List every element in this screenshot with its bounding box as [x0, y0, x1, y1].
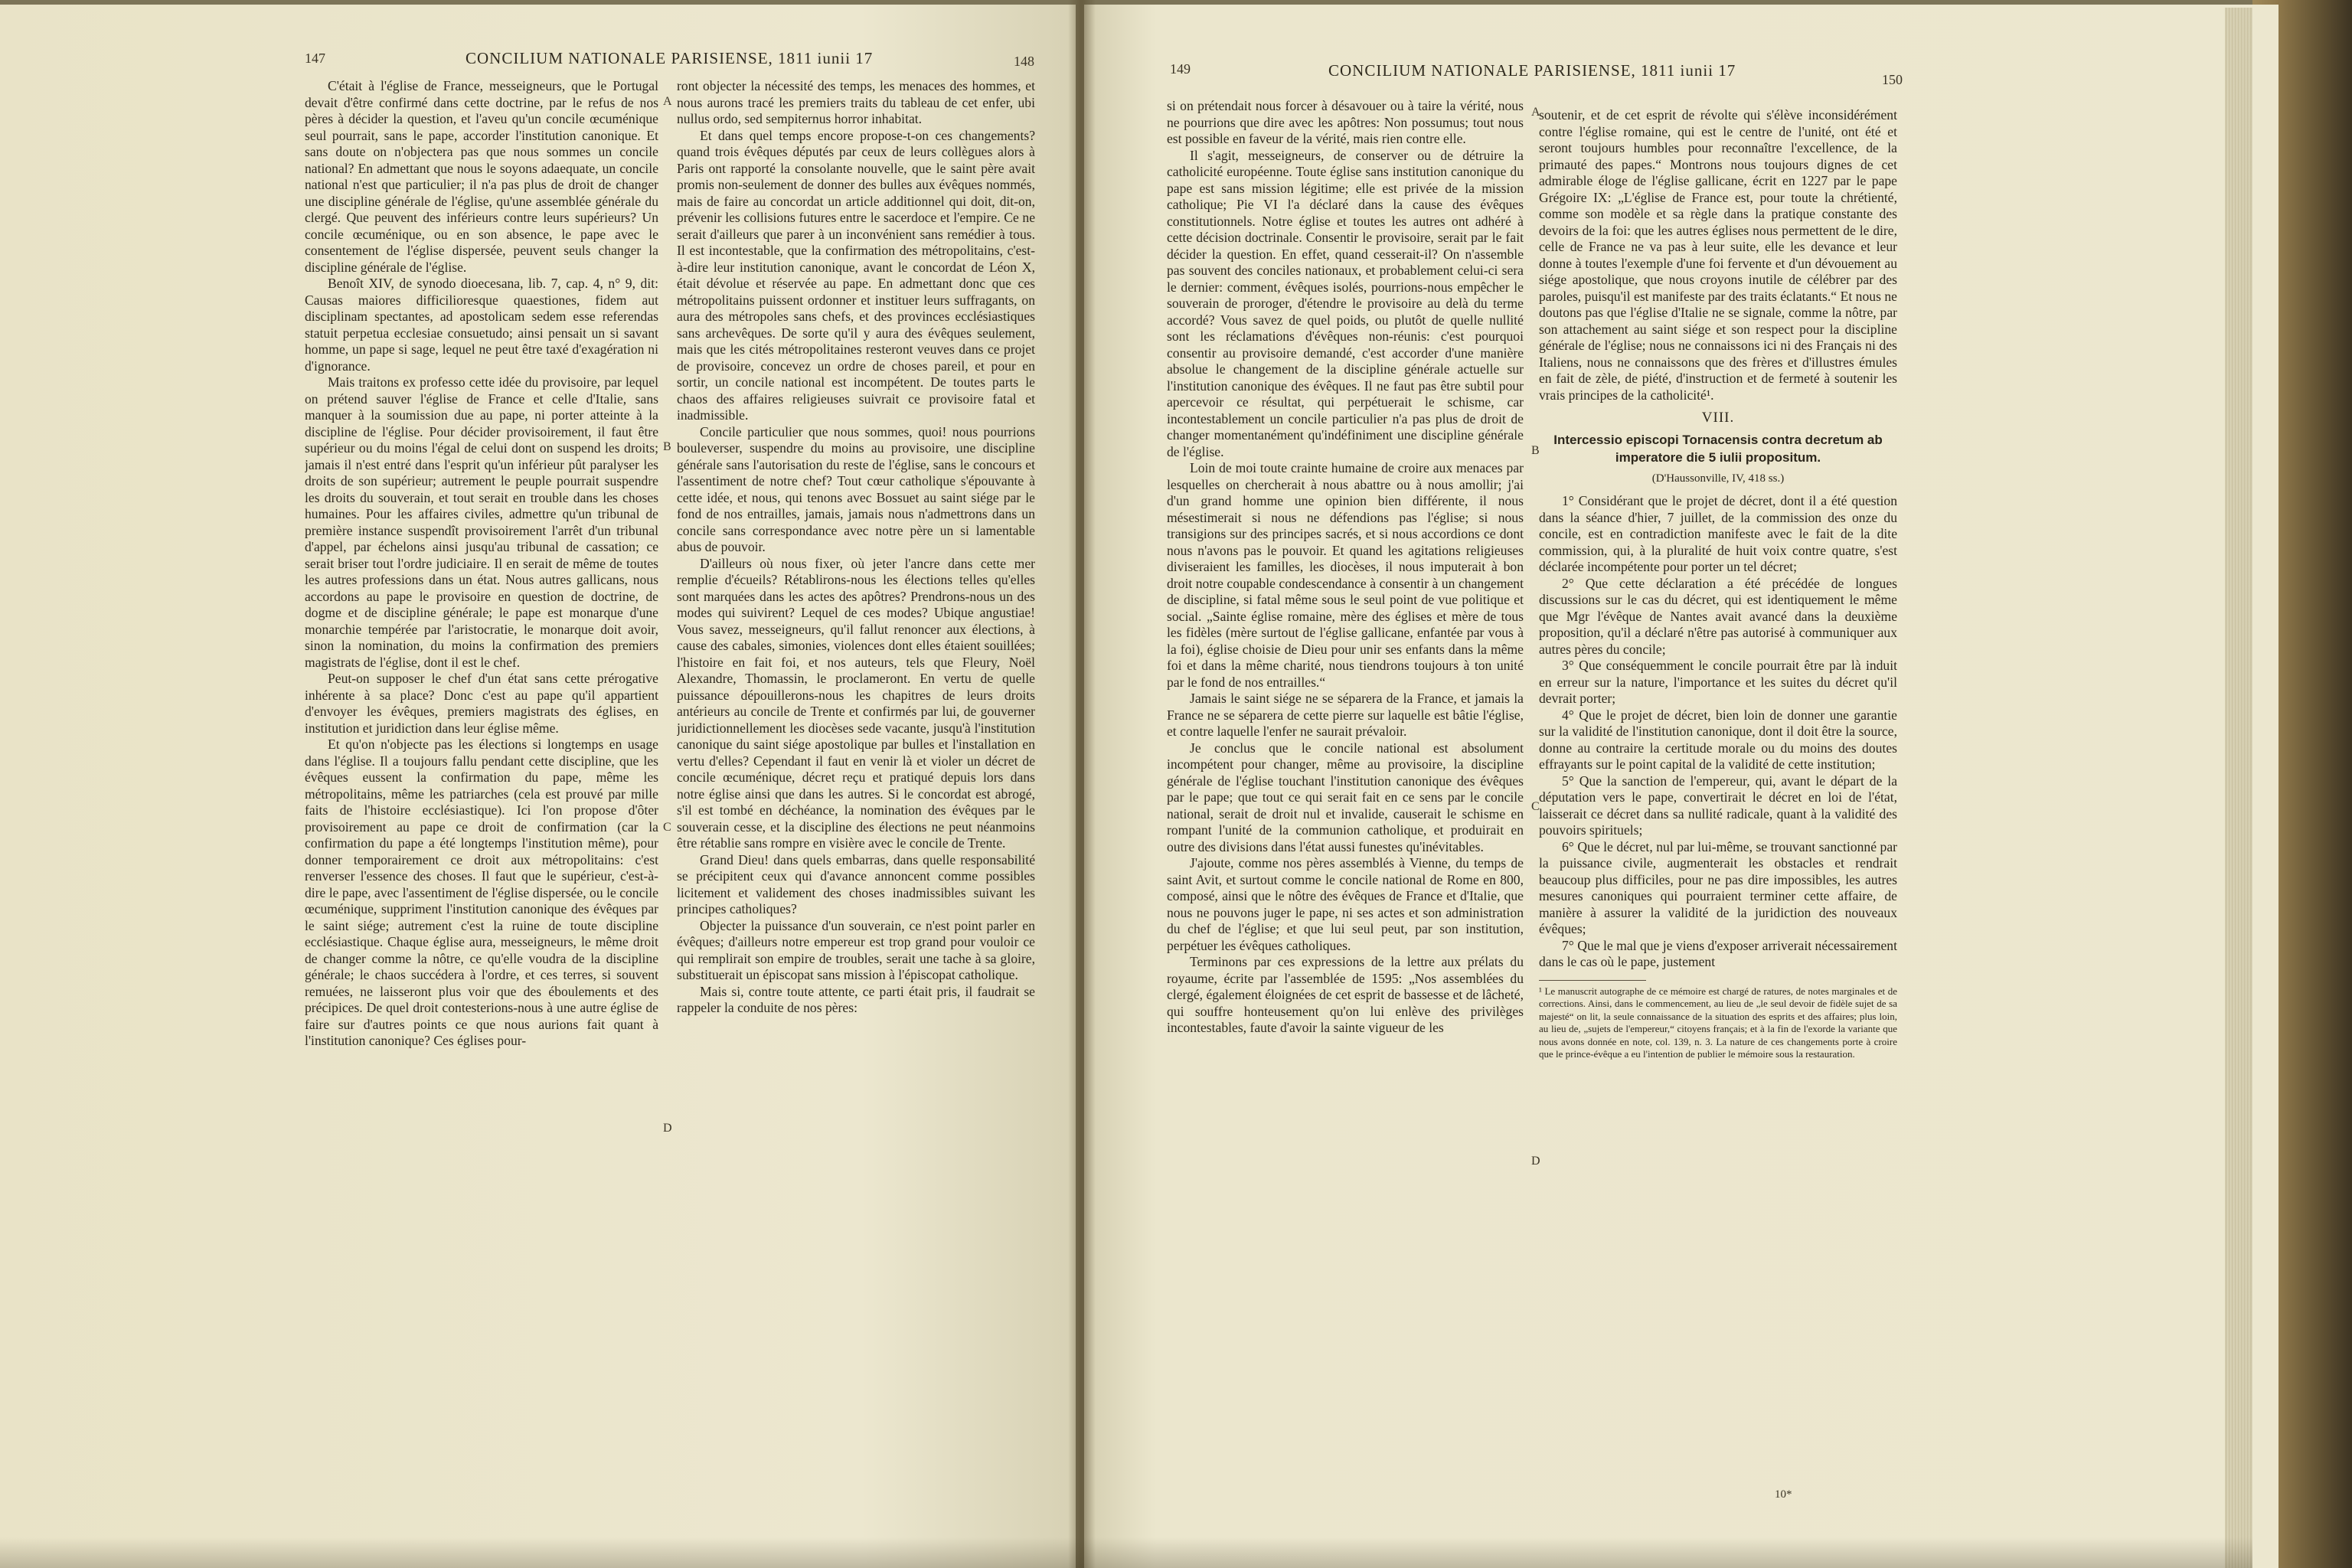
- paragraph: 3° Que conséquemment le concile pourrait être par là induit en erreur sur la nature, l'importance et les suites du décret qu'il devrait porter;: [1539, 658, 1897, 706]
- page-number-147: 147: [305, 51, 325, 66]
- paragraph: 1° Considérant que le projet de décret, dont il a été question dans la séance d'hier, 7 juillet, de la commission des onze du concile, est en contradiction manifeste avec le fait de la dite commission, qui, à la pluralité de huit voix contre quatre, s'est déclarée incompétente pour porter un tel décret;: [1539, 493, 1897, 574]
- page-number-150: 150: [1882, 72, 1903, 87]
- section-source: (D'Haussonville, IV, 418 ss.): [1651, 472, 1785, 485]
- section-title: Intercessio episcopi Tornacensis contra decretum ab imperatore die 5 iulii propositum.: [1553, 432, 1883, 465]
- paragraph: ront objecter la nécessité des temps, les menaces des hommes, et nous aurons tracé les premiers traits du tableau de cet enfer, ubi nullus ordo, sed sempiternus horror inhabitat.: [677, 78, 1035, 126]
- paragraph: D'ailleurs où nous fixer, où jeter l'ancre dans cette mer remplie d'écueils? Rétablirons-nous les élections telles qu'elles sont marquées dans les actes des apôtres? Prendrons-nous un des modes qui suivirent? Lequel de ces modes? Ubique angustiae! Vous savez, messeigneurs, qu'il fallut renoncer aux élections, à cause des cabales, simonies, violences dont elles étaient souillées; l'histoire en fait foi, et nos auteurs, tels que Fleury, Noël Alexandre, Thomassin, le proclameront. En vertu de quelle puissance dépouillerons-nous les chapitres de leurs droits antérieurs au concile de Trente et confirmés par lui, de gouverner juridictionnellement les diocèses sede vacante, jusqu'à l'institution canonique du saint siége apostolique par bulles et l'installation en vertu d'elles? Cependant il faut en venir là et violer un décret de concile œcuménique, décret reçu et pratiqué depuis lors dans notre église ainsi que dans les autres. Si le concordat est abrogé, s'il est tombé en déchéance, la nomination des évêques par le souverain cesse, et la discipline des élections ne peut néanmoins être rétablie sans rompre en visière avec le concile de Trente.: [677, 555, 1035, 851]
- paragraph: 6° Que le décret, nul par lui-même, se trouvant sanctionné par la puissance civile, augmenterait les obstacles et rendrait beaucoup plus difficiles, pour ne pas dire impossibles, les autres mesures canoniques qui pourraient terminer cette affaire, de manière à assurer la validité de la juridiction des nouveaux évêques;: [1539, 838, 1897, 936]
- margin-marker-b: B: [663, 440, 671, 453]
- column-147: [305, 78, 658, 1485]
- paragraph: Mais traitons ex professo cette idée du provisoire, par lequel on prétend sauver l'église de France et celle d'Italie, sans manquer à la soumission due au pape, ni porter atteinte à la discipline de l'église. Pour décider provisoirement, il faut être supérieur ou du moins l'égal de celui dont on suspend les droits; jamais il n'est entré dans l'esprit qu'un inférieur pût paralyser les droits de son supérieur; autrement le peuple pourrait suspendre les droits du souverain, et tout serait en trouble dans les choses humaines. Pour les affaires civiles, admettre qu'un tribunal de première instance suspendît provisoirement l'arrêt d'un tribunal d'appel, par échelons ainsi jusqu'au tribunal de cassation; ce serait briser tout l'ordre judiciaire. Il en serait de même de toutes les autres professions dans un état. Nous autres gallicans, nous accordons au pape le provisoire en question de doctrine, de dogme et de discipline générale; le pape est monarque d'une monarchie tempérée par l'aristocratie, le monarque doit avoir, sinon la nomination, du moins la confirmation des premiers magistrats de l'église, dont il est le chef.: [305, 374, 658, 670]
- paragraph: 7° Que le mal que je viens d'exposer arriverait nécessairement dans le cas où le pape, justement: [1539, 937, 1897, 969]
- paragraph: Objecter la puissance d'un souverain, ce n'est point parler en évêques; d'ailleurs notre empereur est trop grand pour vouloir ce qui remplirait son empire de troubles, serait une tache à sa gloire, substituerait un épiscopat sans mission à l'épiscopat catholique.: [677, 917, 1035, 982]
- running-head-right: CONCILIUM NATIONALE PARISIENSE, 1811 iunii 17: [1328, 61, 1736, 80]
- margin-marker-b-right: B: [1531, 444, 1540, 457]
- section-number: VIII.: [1701, 410, 1735, 426]
- paragraph: 2° Que cette déclaration a été précédée de longues discussions sur le cas du décret, qui est identiquement le même que Mgr l'évêque de Nantes avait avancé dans la deuxième proposition, qu'il a déclaré n'être pas autorisé à communiquer aux autres pères du concile;: [1539, 575, 1897, 657]
- paragraph: Benoît XIV, de synodo dioecesana, lib. 7, cap. 4, n° 9, dit: Causas maiores difficilioresque quaestiones, fidem aut disciplinam spectantes, ad apostolicam sedem esse referendas statuit perpetua ecclesiae consuetudo; ainsi pensait un si savant homme, un pape si sage, lequel ne peut être taxé d'exagération ni d'ignorance.: [305, 276, 658, 374]
- page-bottom-shadow: [0, 1537, 2252, 1568]
- paragraph: Je conclus que le concile national est absolument incompétent pour changer, même au provisoire, la discipline générale de l'église touchant l'institution canonique des évêques par le pape; que tout ce qui serait fait en ce sens par le concile national, serait de droit nul et invalide, causerait le schisme en rompant l'unité de la communion catholique, et produirait en outre des divisions dans l'état aussi funestes qu'inévitables.: [1167, 740, 1524, 854]
- margin-marker-c: C: [663, 821, 671, 834]
- footnote-rule: [1539, 980, 1646, 981]
- paragraph: Loin de moi toute crainte humaine de croire aux menaces par lesquelles on chercherait à nous abattre ou à nous amollir; j'ai d'un grand homme une opinion bien différente, il nous mésestimerait si nous ne défendions pas l'église; si nous transigions sur des principes sacrés, et si nous accordions ce dont nous n'avons pas le pouvoir. Et quand les agitations religieuses diviseraient les familles, les diocèses, il nous imputerait à bon droit notre coupable condescendance à consentir à un changement de discipline, si fatal même sous le seul point de vue politique et social. „Sainte église romaine, mère des églises et mère de tous les fidèles (mère surtout de l'église gallicane, enfantée par vous à la foi), église choisie de Dieu pour unir ses enfants dans la même foi et dans la même charité, nous tiendrons toujours à ton unité par le fond de nos entrailles.“: [1167, 460, 1524, 690]
- column-149: [1167, 98, 1524, 1485]
- paragraph: si on prétendait nous forcer à désavouer ou à taire la vérité, nous ne pourrions que dire avec les apôtres: Non possumus; tout nous est possible en faveur de la vérité, mais rien contre elle.: [1167, 98, 1524, 146]
- signature-mark: 10*: [1775, 1488, 1792, 1501]
- margin-marker-a-right: A: [1531, 106, 1540, 119]
- paragraph: Terminons par ces expressions de la lettre aux prélats du royaume, écrite par l'assemblée de 1595: „Nos assemblées du clergé, également éloignées de cet esprit de bassesse et de lâcheté, qui souffre honteusement qu'on lui enlève des privilèges incontestables, faute d'avoir la sainte vigueur de les: [1167, 954, 1524, 1035]
- paragraph: Et qu'on n'objecte pas les élections si longtemps en usage dans l'église. Il a toujours fallu pendant cette discipline, que les évêques eussent la confirmation du pape, même les métropolitains, même les patriarches (cela est prouvé par mille faits de l'histoire ecclésiastique). Ici l'on propose d'ôter provisoirement au pape ce droit de confirmation (car la confirmation du pape a été longtemps l'institution même), pour donner temporairement ce droit aux métropolitains: c'est renverser l'essence des choses. Il faut que le supérieur, c'est-à-dire le pape, avec l'assentiment de l'église dispersée, ou le concile œcuménique, suppriment l'institution canonique des évêques par le saint siége; autrement c'est la ruine de toute discipline ecclésiastique. Chaque église aura, messeigneurs, le même droit de changer comme la nôtre, ce qu'elle voudra de la discipline générale; le chaos succédera à l'ordre, et ces terres, si souvent remuées, ne laisseront plus voir que des éboulements et des précipices. De quel droit contesterions-nous à une autre église de faire sur d'autres points ce que nous aurions fait quant à l'institution canonique? Ces églises pour-: [305, 737, 658, 1048]
- paragraph: Jamais le saint siége ne se séparera de la France, et jamais la France ne se séparera de cette pierre sur laquelle est bâtie l'église, et contre laquelle l'enfer ne saurait prévaloir.: [1167, 691, 1524, 739]
- paragraph: 4° Que le projet de décret, bien loin de donner une garantie sur la validité de l'institution canonique, dont il doit être la source, donne au contraire la certitude morale ou du moins des doutes effrayants sur le point capital de la validité de cette institution;: [1539, 707, 1897, 772]
- margin-marker-d: D: [663, 1122, 672, 1135]
- paragraph: Mais si, contre toute attente, ce parti était pris, il faudrait se rappeler la conduite de nos pères:: [677, 983, 1035, 1015]
- paragraph: Grand Dieu! dans quels embarras, dans quelle responsabilité se précipitent ceux qui d'avance annoncent comme possibles licitement et validement des choses inadmissibles suivant les principes catholiques?: [677, 851, 1035, 916]
- paragraph: Concile particulier que nous sommes, quoi! nous pourrions bouleverser, suspendre du moins au provisoire, une discipline générale sans l'autorisation du reste de l'église, sans le concours et l'assentiment de notre chef? Tout cœur catholique s'épouvante à cette idée, et nous, qui tenons avec Bossuet au saint siége par le fond de nos entrailles, jamais, jamais nous n'admettrons dans un concile sans correspondance avec notre père un si lamentable abus de pouvoir.: [677, 423, 1035, 554]
- paragraph: 5° Que la sanction de l'empereur, qui, avant le départ de la députation vers le pape, convertirait le décret en loi de l'état, laisserait ce décret dans sa nullité radicale, quant à la validité des pouvoirs spirituels;: [1539, 773, 1897, 838]
- running-head-left: CONCILIUM NATIONALE PARISIENSE, 1811 iunii 17: [466, 49, 874, 67]
- paragraph: Il s'agit, messeigneurs, de conserver ou de détruire la catholicité européenne. Toute église sans institution canonique du pape est sans mission légitime; elle est privée de la mission catholique; Pie VI l'a déclaré dans la cause des évêques constitutionnels. Notre église et toutes les autres ont adhéré à cette décision doctrinale. Consentir le provisoire, serait par le fait décider la question. En effet, quand cesserait-il? On n'assemble pas souvent des conciles nationaux, et probablement celui-ci sera le dernier: comment, évêques isolés, pourrions-nous empêcher le souverain de proroger, d'étendre le provisoire au delà du terme accordé? Vous savez de quel poids, ou plutôt de quelle nullité sont les réclamations d'évêques non-réunis: c'est pourquoi consentir au provisoire demandé, c'est accorder d'une manière absolue le changement de la discipline générale actuelle sur l'institution canonique des évêques. Il ne faut pas être subtil pour apercevoir ce résultat, qui perpétuerait le schisme, car incontestablement un concile particulier n'a pas plus de droit de changer momentanément qu'indéfiniment une discipline générale de l'église.: [1167, 147, 1524, 459]
- paragraph: Et dans quel temps encore propose-t-on ces changements? quand trois évêques députés par ceux de leurs collègues alors à Paris ont rapporté la consolante nouvelle, que le saint père avait promis non-seulement de donner des bulles aux évêques nommés, mais de faire au concordat un article additionnel qui doit, dit-on, prévenir les collisions futures entre le sacerdoce et l'empire. Ce ne serait d'ailleurs que parer à un inconvénient sans remédier à tous. Il est incontestable, que la confirmation des métropolitains, c'est-à-dire leur institution canonique, avant le concordat de Léon X, était dévolue et réservée au pape. En admettant donc que ces métropolitains puissent ordonner et instituer leurs suffragants, on aura des métropoles sans chefs, et des provinces ecclésiastiques sans archevêques. De sorte qu'il y aura des évêques seulement, mais que les cités métropolitaines resteront veuves dans ce projet de provisoire, concevez un ordre de choses pareil, et pour en sortir, un concile national est incompétent. De toutes parts le chaos des affaires religieuses suivrait ce provisoire fatal et inadmissible.: [677, 127, 1035, 423]
- page-fore-edge: [2225, 8, 2252, 1568]
- footnote: ¹ Le manuscrit autographe de ce mémoire est chargé de ratures, de notes marginales et de corrections. Ainsi, dans le commencement, au lieu de „le seul devoir de fidèle sujet de sa majesté“ on lit, la seule connaissance de la situation des esprits et des affaires; plus loin, au lieu de, „sujets de l'empereur,“ citoyens français; et à la fin de l'exorde la variante que nous avons donnée en note, col. 139, n. 3. La nature de ces changements porte à croire que le prince-évêque a eu l'intention de publier le mémoire sous la restauration.: [1539, 985, 1897, 1060]
- margin-marker-c-right: C: [1531, 800, 1540, 813]
- paragraph: C'était à l'église de France, messeigneurs, que le Portugal devait d'être confirmé dans cette doctrine, par le refus de nos pères à décider la question, et l'aveu qu'un concile œcuménique seul pourrait, sans le pape, accorder l'institution canonique. Et sans doute on n'objectera pas que nous sommes un concile national? En admettant que nous le soyons adaequate, un concile national n'est que particulier; il n'a pas plus de droit de changer une discipline générale de l'église, qu'une assemblée générale du clergé. Que peuvent des inférieurs contre leurs supérieurs? Un concile œcuménique, ou en son absence, le pape avec le consentement de l'église dispersée, peuvent seuls changer la discipline générale de l'église.: [305, 78, 658, 275]
- column-150: [1539, 107, 1897, 1485]
- book-gutter: [1068, 0, 1096, 1568]
- paragraph: J'ajoute, comme nos pères assemblés à Vienne, du temps de saint Avit, et surtout comme le concile national de Rome en 800, composé, ainsi que le nôtre des évêques de France et d'Italie, que nous ne pouvons juger le pape, ni ses actes et son administration du chef de l'église; et que lui seul peut, par son institution, perpétuer les évêques catholiques.: [1167, 855, 1524, 953]
- paragraph: Peut-on supposer le chef d'un état sans cette prérogative inhérente à sa place? Donc c'est au pape qu'il appartient d'envoyer les évêques, premiers magistrats des églises, en institution et juridiction dans leur église même.: [305, 671, 658, 736]
- margin-marker-a: A: [663, 95, 672, 108]
- column-148: [677, 78, 1035, 1485]
- page-number-149: 149: [1170, 61, 1191, 77]
- page-number-148: 148: [1014, 54, 1034, 69]
- paragraph: soutenir, et de cet esprit de révolte qui s'élève inconsidérément contre l'église romaine, qui est le centre de l'unité, ont été et seront toujours humbles pour reconnaître l'excellence, de la primauté des papes.“ Montrons nous toujours dignes de cet admirable éloge de l'église gallicane, écrit en 1227 par le pape Grégoire IX: „L'église de France est, pour toute la chrétienté, comme son modèle et sa règle dans la pratique constante des devoirs de la foi: que les autres églises nous permettent de le dire, celle de France ne va pas à leur suite, elle les devance et leur donne à toutes l'exemple d'une foi fervente et d'un dévouement au siége apostolique, que nous croyons inutile de célébrer par des paroles, puisqu'il est manifeste par des traits éclatants.“ Et nous ne doutons pas que l'église d'Italie ne se signale, comme la nôtre, par son attachement au saint siége et son respect pour la discipline générale de l'église; nous ne connaissons ici ni des Français ni des Italiens, nous ne connaissons que des frères et d'illustres émules en fait de zèle, de piété, d'instruction et de fermeté à soutenir les vrais principes de la catholicité¹.: [1539, 107, 1897, 403]
- margin-marker-d-right: D: [1531, 1155, 1540, 1168]
